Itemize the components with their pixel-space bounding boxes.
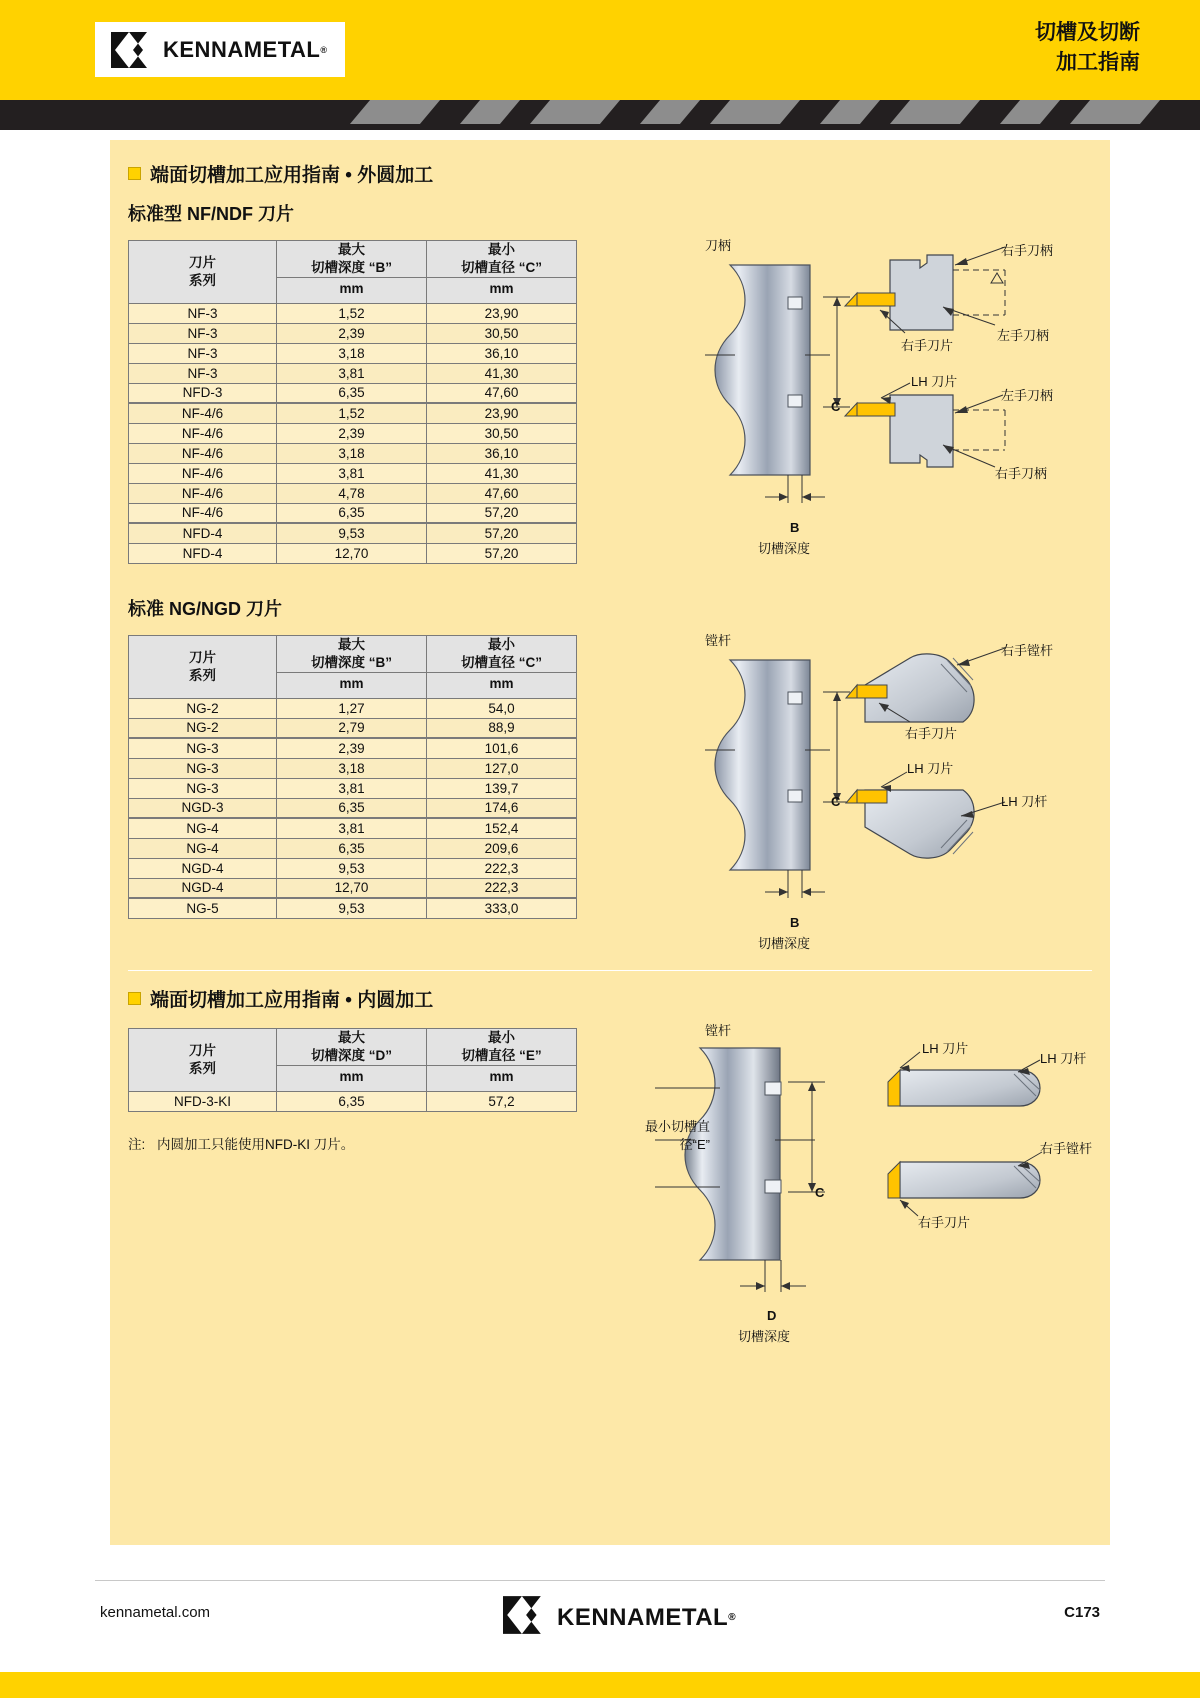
table-nfd-ki-body xyxy=(129,1091,577,1111)
cell-diameter: 36,10 xyxy=(427,343,577,363)
figure2-callout-1: 右手镗杆 xyxy=(1001,643,1054,658)
th3-series xyxy=(129,1029,277,1092)
table-nfd-ki xyxy=(128,1028,577,1112)
section-heading-inner xyxy=(128,985,433,1012)
th2-series-line2: 系列 xyxy=(189,667,216,683)
figure3-min-dia-line2: 径“E” xyxy=(679,1137,710,1152)
cell-diameter: 41,30 xyxy=(427,363,577,383)
figure3-callout-2: LH 刀杆 xyxy=(1040,1051,1087,1066)
th-series xyxy=(129,241,277,304)
figure1-callout-5: 左手刀柄 xyxy=(1001,388,1054,403)
cell-depth: 4,78 xyxy=(277,483,427,503)
cell-depth: 1,27 xyxy=(277,698,427,718)
table-row xyxy=(129,463,577,483)
section-heading-outer xyxy=(128,160,433,187)
th2-depth-unit: mm xyxy=(277,673,427,698)
cell-diameter: 209,6 xyxy=(427,838,577,858)
brand-wordmark: KENNAMETAL xyxy=(163,36,321,62)
cell-series: NGD-4 xyxy=(129,858,277,878)
cell-depth: 3,18 xyxy=(277,343,427,363)
cell-diameter: 88,9 xyxy=(427,718,577,738)
cell-depth: 6,35 xyxy=(277,503,427,523)
figure3-callout-4: 右手刀片 xyxy=(918,1215,971,1230)
figure1-callout-4: LH 刀片 xyxy=(911,374,958,389)
figure2-callout-2: 右手刀片 xyxy=(905,726,958,741)
cell-series: NF-4/6 xyxy=(129,463,277,483)
table-row xyxy=(129,523,577,543)
table-row xyxy=(129,858,577,878)
table-row xyxy=(129,483,577,503)
cell-series: NFD-3-KI xyxy=(129,1091,277,1111)
cell-diameter: 333,0 xyxy=(427,898,577,918)
cell-series: NFD-3 xyxy=(129,383,277,403)
cell-series: NG-4 xyxy=(129,818,277,838)
figure1-callout-6: 右手刀柄 xyxy=(995,466,1048,481)
table-row xyxy=(129,778,577,798)
table-nf-ndf-wrapper xyxy=(128,240,577,564)
figure2-callout-4: LH 刀杆 xyxy=(1001,794,1048,809)
table-ng-ngd-wrapper xyxy=(128,635,577,919)
th-series-line2: 系列 xyxy=(189,272,216,288)
th-diameter xyxy=(427,241,577,278)
th3-diameter xyxy=(427,1029,577,1066)
th3-series-line2: 系列 xyxy=(189,1060,216,1076)
cell-depth: 12,70 xyxy=(277,878,427,898)
figure1-callout-3: 右手刀片 xyxy=(901,338,954,353)
cell-series: NFD-4 xyxy=(129,523,277,543)
cell-diameter: 139,7 xyxy=(427,778,577,798)
th2-diameter-unit: mm xyxy=(427,673,577,698)
table-row xyxy=(129,838,577,858)
cell-series: NG-2 xyxy=(129,698,277,718)
figure-outer-boring-title: 镗杆 xyxy=(705,633,732,648)
cell-series: NG-4 xyxy=(129,838,277,858)
th-depth-line2: 切槽深度 “B” xyxy=(311,260,392,276)
th-diameter-unit: mm xyxy=(427,278,577,303)
cell-series: NG-3 xyxy=(129,778,277,798)
th-depth-unit: mm xyxy=(277,278,427,303)
cell-series: NG-3 xyxy=(129,738,277,758)
cell-depth: 3,81 xyxy=(277,818,427,838)
table-row xyxy=(129,443,577,463)
cell-diameter: 222,3 xyxy=(427,878,577,898)
cell-series: NG-3 xyxy=(129,758,277,778)
th3-depth-line1: 最大 xyxy=(338,1030,365,1045)
figure3-c-label: C xyxy=(815,1185,825,1200)
footer-divider xyxy=(95,1580,1105,1581)
cell-depth: 2,39 xyxy=(277,738,427,758)
cell-series: NF-3 xyxy=(129,343,277,363)
cell-series: NGD-3 xyxy=(129,798,277,818)
cell-diameter: 101,6 xyxy=(427,738,577,758)
cell-diameter: 36,10 xyxy=(427,443,577,463)
cell-series: NF-4/6 xyxy=(129,403,277,423)
figure3-d-caption: 切槽深度 xyxy=(738,1329,791,1344)
footer-url[interactable]: kennametal.com xyxy=(100,1604,211,1621)
figure3-callout-1: LH 刀片 xyxy=(922,1041,969,1056)
figure3-min-dia-line1: 最小切槽直 xyxy=(644,1119,710,1134)
figure-inner-boring xyxy=(600,1020,1100,1344)
cell-diameter: 57,20 xyxy=(427,503,577,523)
th2-depth-line2: 切槽深度 “B” xyxy=(311,655,392,671)
cell-series: NFD-4 xyxy=(129,543,277,563)
section-heading-outer-label: 端面切槽加工应用指南 • 外圆加工 xyxy=(150,165,434,186)
cell-diameter: 57,20 xyxy=(427,523,577,543)
cell-depth: 9,53 xyxy=(277,858,427,878)
figure-inner-boring-drawing xyxy=(600,1020,1100,1310)
cell-depth: 3,81 xyxy=(277,463,427,483)
table-row xyxy=(129,738,577,758)
kennametal-k-icon-footer xyxy=(500,1594,548,1641)
page-footer xyxy=(0,1580,1200,1670)
th-depth-line1: 最大 xyxy=(338,242,365,257)
cell-depth: 1,52 xyxy=(277,403,427,423)
cell-depth: 2,79 xyxy=(277,718,427,738)
th-depth xyxy=(277,241,427,278)
figure-outer-shank-title: 刀柄 xyxy=(705,238,732,253)
cell-series: NG-5 xyxy=(129,898,277,918)
cell-depth: 3,18 xyxy=(277,758,427,778)
cell-diameter: 47,60 xyxy=(427,483,577,503)
figure-outer-boring-drawing xyxy=(705,630,1095,940)
footer-logo: KENNAMETAL ® xyxy=(500,1594,736,1641)
header-logo: KENNAMETAL ® xyxy=(95,22,345,77)
figure-outer-shank xyxy=(705,235,1095,565)
section-heading-inner-label: 端面切槽加工应用指南 • 内圆加工 xyxy=(150,990,434,1011)
th3-depth xyxy=(277,1029,427,1066)
subheading-ng-ngd: 标准 NG/NGD 刀片 xyxy=(128,599,283,619)
th2-diameter-line2: 切槽直径 “C” xyxy=(461,655,542,671)
figure1-c-label: C xyxy=(831,399,841,414)
cell-diameter: 127,0 xyxy=(427,758,577,778)
table-row xyxy=(129,303,577,323)
kennametal-k-icon xyxy=(109,30,153,70)
figure1-callout-2: 左手刀柄 xyxy=(997,328,1050,343)
figure1-b-caption: 切槽深度 xyxy=(758,541,811,556)
cell-series: NF-3 xyxy=(129,323,277,343)
cell-diameter: 57,2 xyxy=(427,1091,577,1111)
cell-diameter: 41,30 xyxy=(427,463,577,483)
th-diameter-line1: 最小 xyxy=(488,242,515,257)
cell-series: NF-4/6 xyxy=(129,443,277,463)
footer-bottom-bar xyxy=(0,1672,1200,1698)
table-row xyxy=(129,543,577,563)
header-title xyxy=(820,18,1140,79)
header-title-line1: 切槽及切断 xyxy=(1035,21,1140,44)
table-nf-ndf-body xyxy=(129,303,577,563)
cell-diameter: 23,90 xyxy=(427,403,577,423)
th-diameter-line2: 切槽直径 “C” xyxy=(461,260,542,276)
th-series-line1: 刀片 xyxy=(189,254,216,270)
cell-depth: 3,81 xyxy=(277,363,427,383)
cell-series: NF-3 xyxy=(129,363,277,383)
cell-depth: 1,52 xyxy=(277,303,427,323)
figure1-callout-1: 右手刀柄 xyxy=(1001,243,1054,258)
cell-series: NF-4/6 xyxy=(129,423,277,443)
page-header xyxy=(0,0,1200,100)
cell-diameter: 57,20 xyxy=(427,543,577,563)
bullet-square-icon xyxy=(128,167,141,180)
cell-depth: 6,35 xyxy=(277,383,427,403)
table-row xyxy=(129,403,577,423)
figure3-d-label: D xyxy=(767,1308,777,1323)
subheading-nf-ndf: 标准型 NF/NDF 刀片 xyxy=(128,204,294,224)
th3-diameter-unit: mm xyxy=(427,1066,577,1091)
cell-series: NG-2 xyxy=(129,718,277,738)
cell-diameter: 174,6 xyxy=(427,798,577,818)
figure2-b-label: B xyxy=(790,915,800,930)
cell-series: NF-4/6 xyxy=(129,503,277,523)
cell-depth: 9,53 xyxy=(277,898,427,918)
cell-depth: 6,35 xyxy=(277,1091,427,1111)
th2-series xyxy=(129,636,277,699)
cell-diameter: 30,50 xyxy=(427,323,577,343)
table-ng-ngd-body xyxy=(129,698,577,918)
table-row xyxy=(129,423,577,443)
table-row xyxy=(129,818,577,838)
table-row xyxy=(129,363,577,383)
cell-diameter: 222,3 xyxy=(427,858,577,878)
cell-diameter: 54,0 xyxy=(427,698,577,718)
cell-diameter: 23,90 xyxy=(427,303,577,323)
table-row xyxy=(129,878,577,898)
cell-series: NF-4/6 xyxy=(129,483,277,503)
header-title-line2: 加工指南 xyxy=(1056,51,1140,75)
figure3-callout-3: 右手镗杆 xyxy=(1040,1141,1093,1156)
table-row xyxy=(129,898,577,918)
cell-depth: 9,53 xyxy=(277,523,427,543)
table-row xyxy=(129,383,577,403)
cell-depth: 2,39 xyxy=(277,423,427,443)
th3-series-line1: 刀片 xyxy=(189,1042,216,1058)
footer-brand-wordmark: KENNAMETAL xyxy=(557,1603,729,1631)
note-label: 注: xyxy=(128,1137,146,1152)
table-inner-wrapper xyxy=(128,1028,577,1112)
table-row xyxy=(129,718,577,738)
th2-series-line1: 刀片 xyxy=(189,649,216,665)
th3-depth-line2: 切槽深度 “D” xyxy=(311,1048,392,1064)
figure-outer-boring xyxy=(705,630,1095,950)
figure2-c-label: C xyxy=(831,794,841,809)
table-row xyxy=(129,758,577,778)
cell-depth: 6,35 xyxy=(277,838,427,858)
cell-depth: 2,39 xyxy=(277,323,427,343)
note-text: 内圆加工只能使用NFD-KI 刀片。 xyxy=(157,1137,355,1152)
cell-depth: 6,35 xyxy=(277,798,427,818)
table-row xyxy=(129,698,577,718)
th2-diameter-line1: 最小 xyxy=(488,637,515,652)
table-row xyxy=(129,323,577,343)
footer-page-number: C173 xyxy=(1064,1604,1100,1621)
th3-diameter-line1: 最小 xyxy=(488,1030,515,1045)
cell-diameter: 47,60 xyxy=(427,383,577,403)
th2-depth-line1: 最大 xyxy=(338,637,365,652)
th3-depth-unit: mm xyxy=(277,1066,427,1091)
table-ng-ngd xyxy=(128,635,577,919)
cell-series: NF-3 xyxy=(129,303,277,323)
bullet-square-icon-2 xyxy=(128,992,141,1005)
cell-series: NGD-4 xyxy=(129,878,277,898)
table-row xyxy=(129,1091,577,1111)
table-row xyxy=(129,343,577,363)
th3-diameter-line2: 切槽直径 “E” xyxy=(461,1048,542,1064)
figure2-b-caption: 切槽深度 xyxy=(758,936,811,951)
section-divider xyxy=(128,970,1092,971)
figure2-callout-3: LH 刀片 xyxy=(907,761,954,776)
header-rule xyxy=(0,124,1200,130)
header-stripe-band xyxy=(0,100,1200,124)
note-row xyxy=(128,1133,354,1153)
figure-inner-boring-title: 镗杆 xyxy=(705,1023,732,1038)
cell-depth: 3,81 xyxy=(277,778,427,798)
th2-depth xyxy=(277,636,427,673)
cell-depth: 3,18 xyxy=(277,443,427,463)
table-row xyxy=(129,798,577,818)
th2-diameter xyxy=(427,636,577,673)
cell-diameter: 152,4 xyxy=(427,818,577,838)
figure1-b-label: B xyxy=(790,520,800,535)
table-nf-ndf xyxy=(128,240,577,564)
cell-depth: 12,70 xyxy=(277,543,427,563)
page-content xyxy=(110,140,1110,1545)
table-row xyxy=(129,503,577,523)
cell-diameter: 30,50 xyxy=(427,423,577,443)
